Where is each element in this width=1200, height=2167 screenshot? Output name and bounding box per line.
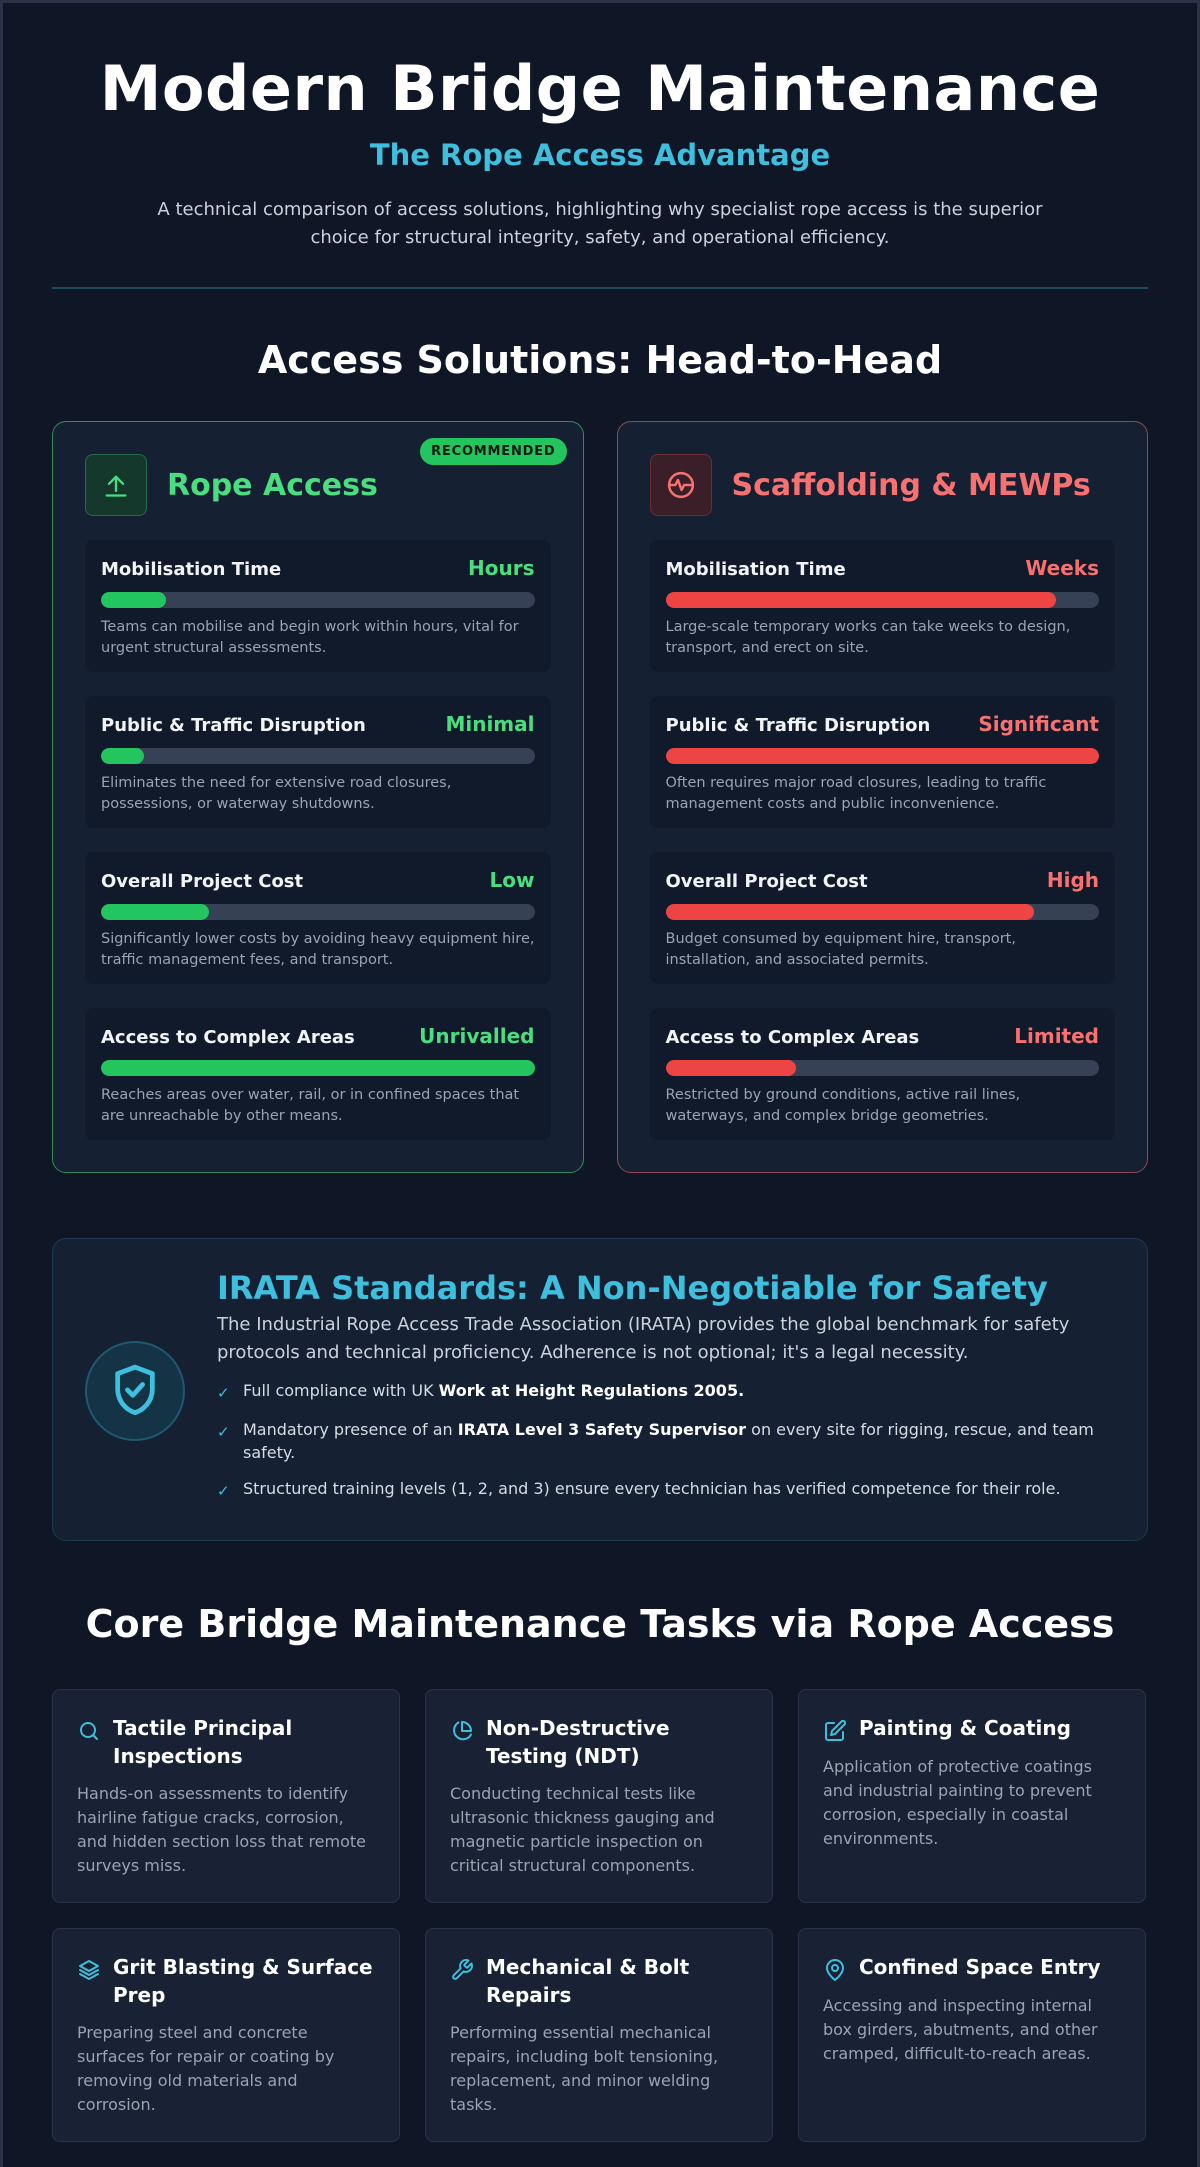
comparison-section xyxy=(52,421,1148,1173)
metric-bar-fill xyxy=(101,1060,535,1076)
rope-access-card xyxy=(52,421,584,1173)
pulse-warning-icon xyxy=(650,454,712,516)
task-title: Tactile Principal Inspections xyxy=(113,1716,293,1768)
metric-card xyxy=(85,540,551,672)
metric-label: Public & Traffic Disruption xyxy=(101,715,366,736)
task-title: Non-Destructive Testing (NDT) xyxy=(486,1716,670,1768)
checklist-item: ✓ Structured training levels (1, 2, and 3) ensure every technician has verified competence for their role. xyxy=(217,1477,1107,1503)
pie-chart-icon xyxy=(450,1719,474,1743)
metric-value: Hours xyxy=(468,556,535,580)
metric-card xyxy=(85,696,551,828)
metric-card xyxy=(650,1008,1116,1140)
metric-label: Access to Complex Areas xyxy=(101,1027,355,1048)
task-description: Application of protective coatings and industrial painting to prevent corrosion, especially in coastal environments. xyxy=(823,1757,1092,1848)
task-card-inspections xyxy=(52,1689,400,1903)
metric-card xyxy=(650,696,1116,828)
metric-bar-fill xyxy=(101,592,166,608)
rope-access-metrics xyxy=(85,540,551,1140)
metric-label: Overall Project Cost xyxy=(665,871,868,892)
intro-text: A technical comparison of access solutions, highlighting why specialist rope access is the superior choice for structural integrity, safety, and operational efficiency. xyxy=(157,199,1043,248)
scaffolding-card xyxy=(617,421,1149,1173)
task-description: Conducting technical tests like ultrasonic thickness gauging and magnetic particle inspection on critical structural components. xyxy=(450,1784,715,1875)
metric-value: Minimal xyxy=(445,712,535,736)
metric-description: Teams can mobilise and begin work within hours, vital for urgent structural assessments. xyxy=(101,619,519,656)
metric-bar xyxy=(101,592,535,608)
metric-description: Significantly lower costs by avoiding heavy equipment hire, traffic management fees, and transport. xyxy=(101,931,535,968)
check-icon: ✓ xyxy=(217,1482,230,1500)
metric-label: Access to Complex Areas xyxy=(665,1027,920,1048)
metric-description: Eliminates the need for extensive road closures, possessions, or waterway shutdowns. xyxy=(101,775,452,812)
irata-description: The Industrial Rope Access Trade Association (IRATA) provides the global benchmark for safety protocols and technical proficiency. Adherence is not optional; it's a legal necessity. xyxy=(217,1314,1070,1363)
check-icon: ✓ xyxy=(217,1384,230,1402)
metric-value: Weeks xyxy=(1025,556,1099,580)
page-subtitle: The Rope Access Advantage xyxy=(369,138,831,172)
metric-value: Significant xyxy=(978,712,1099,736)
task-card-confined-space xyxy=(798,1928,1146,2142)
irata-content xyxy=(217,1267,1107,1516)
task-title: Painting & Coating xyxy=(859,1716,1071,1740)
tasks-section-title: Core Bridge Maintenance Tasks via Rope Access xyxy=(85,1602,1115,1646)
map-pin-icon xyxy=(823,1958,847,1982)
rope-access-title: Rope Access xyxy=(167,467,378,503)
metric-bar-fill xyxy=(666,748,1100,764)
layers-icon xyxy=(77,1958,101,1982)
metric-description: Restricted by ground conditions, active rail lines, waterways, and complex bridge geometries. xyxy=(665,1087,1021,1124)
comparison-section-title: Access Solutions: Head-to-Head xyxy=(257,338,943,382)
irata-title: IRATA Standards: A Non-Negotiable for Safety xyxy=(217,1269,1048,1307)
task-title: Confined Space Entry xyxy=(859,1955,1101,1979)
metric-bar xyxy=(666,1060,1100,1076)
checklist-item: ✓ Full compliance with UK Work at Height Regulations 2005. xyxy=(217,1379,1107,1405)
page-header xyxy=(0,0,1200,252)
metric-bar-fill xyxy=(666,592,1056,608)
metric-label: Public & Traffic Disruption xyxy=(665,715,931,736)
metric-bar-fill xyxy=(666,904,1034,920)
metric-value: Unrivalled xyxy=(419,1024,535,1048)
metric-bar-fill xyxy=(101,748,144,764)
task-card-mechanical xyxy=(425,1928,773,2142)
header-divider xyxy=(52,287,1148,289)
metric-value: High xyxy=(1046,868,1099,892)
task-description: Preparing steel and concrete surfaces for repair or coating by removing old materials and corrosion. xyxy=(77,2023,335,2114)
scaffolding-title: Scaffolding & MEWPs xyxy=(731,467,1091,503)
search-icon xyxy=(77,1719,101,1743)
task-description: Hands-on assessments to identify hairline fatigue cracks, corrosion, and hidden section loss that remote surveys miss. xyxy=(77,1784,366,1875)
arrow-up-icon xyxy=(85,454,147,516)
scaffolding-metrics xyxy=(650,540,1116,1140)
metric-description: Large-scale temporary works can take weeks to design, transport, and erect on site. xyxy=(665,619,1071,656)
metric-label: Mobilisation Time xyxy=(665,559,846,580)
metric-card xyxy=(85,852,551,984)
check-icon: ✓ xyxy=(217,1423,230,1441)
metric-label: Overall Project Cost xyxy=(101,871,304,892)
metric-card xyxy=(650,540,1116,672)
metric-card xyxy=(650,852,1116,984)
task-description: Accessing and inspecting internal box girders, abutments, and other cramped, difficult-to-reach areas. xyxy=(823,1996,1098,2063)
page-title: Modern Bridge Maintenance xyxy=(99,52,1101,125)
shield-check-icon xyxy=(85,1341,185,1441)
task-title: Mechanical & Bolt Repairs xyxy=(486,1955,690,2007)
task-card-grit-blasting xyxy=(52,1928,400,2142)
metric-description: Reaches areas over water, rail, or in confined spaces that are unreachable by other means. xyxy=(101,1087,520,1124)
metric-bar xyxy=(101,904,535,920)
task-card-painting xyxy=(798,1689,1146,1903)
checklist-item: ✓ Mandatory presence of an IRATA Level 3 Safety Supervisor on every site for rigging, rescue, and team safety. xyxy=(217,1420,1094,1462)
task-description: Performing essential mechanical repairs, including bolt tensioning, replacement, and minor welding tasks. xyxy=(450,2023,719,2114)
edit-icon xyxy=(823,1719,847,1743)
metric-value: Low xyxy=(489,868,535,892)
metric-value: Limited xyxy=(1014,1024,1099,1048)
metric-bar xyxy=(666,592,1100,608)
irata-checklist xyxy=(217,1379,1107,1503)
metric-bar xyxy=(101,748,535,764)
metric-bar xyxy=(666,904,1100,920)
metric-description: Often requires major road closures, leading to traffic management costs and public inconvenience. xyxy=(665,775,1047,812)
wrench-icon xyxy=(450,1958,474,1982)
metric-bar-fill xyxy=(101,904,209,920)
metric-description: Budget consumed by equipment hire, transport, installation, and associated permits. xyxy=(665,931,1016,968)
metric-label: Mobilisation Time xyxy=(101,559,282,580)
recommended-badge: RECOMMENDED xyxy=(420,438,566,465)
irata-panel xyxy=(52,1238,1148,1541)
metric-bar xyxy=(101,1060,535,1076)
metric-bar xyxy=(666,748,1100,764)
task-card-ndt xyxy=(425,1689,773,1903)
metric-bar-fill xyxy=(666,1060,796,1076)
scaffolding-header xyxy=(650,454,1116,516)
task-title: Grit Blasting & Surface Prep xyxy=(113,1955,373,2007)
tasks-grid xyxy=(52,1689,1148,2142)
metric-card xyxy=(85,1008,551,1140)
